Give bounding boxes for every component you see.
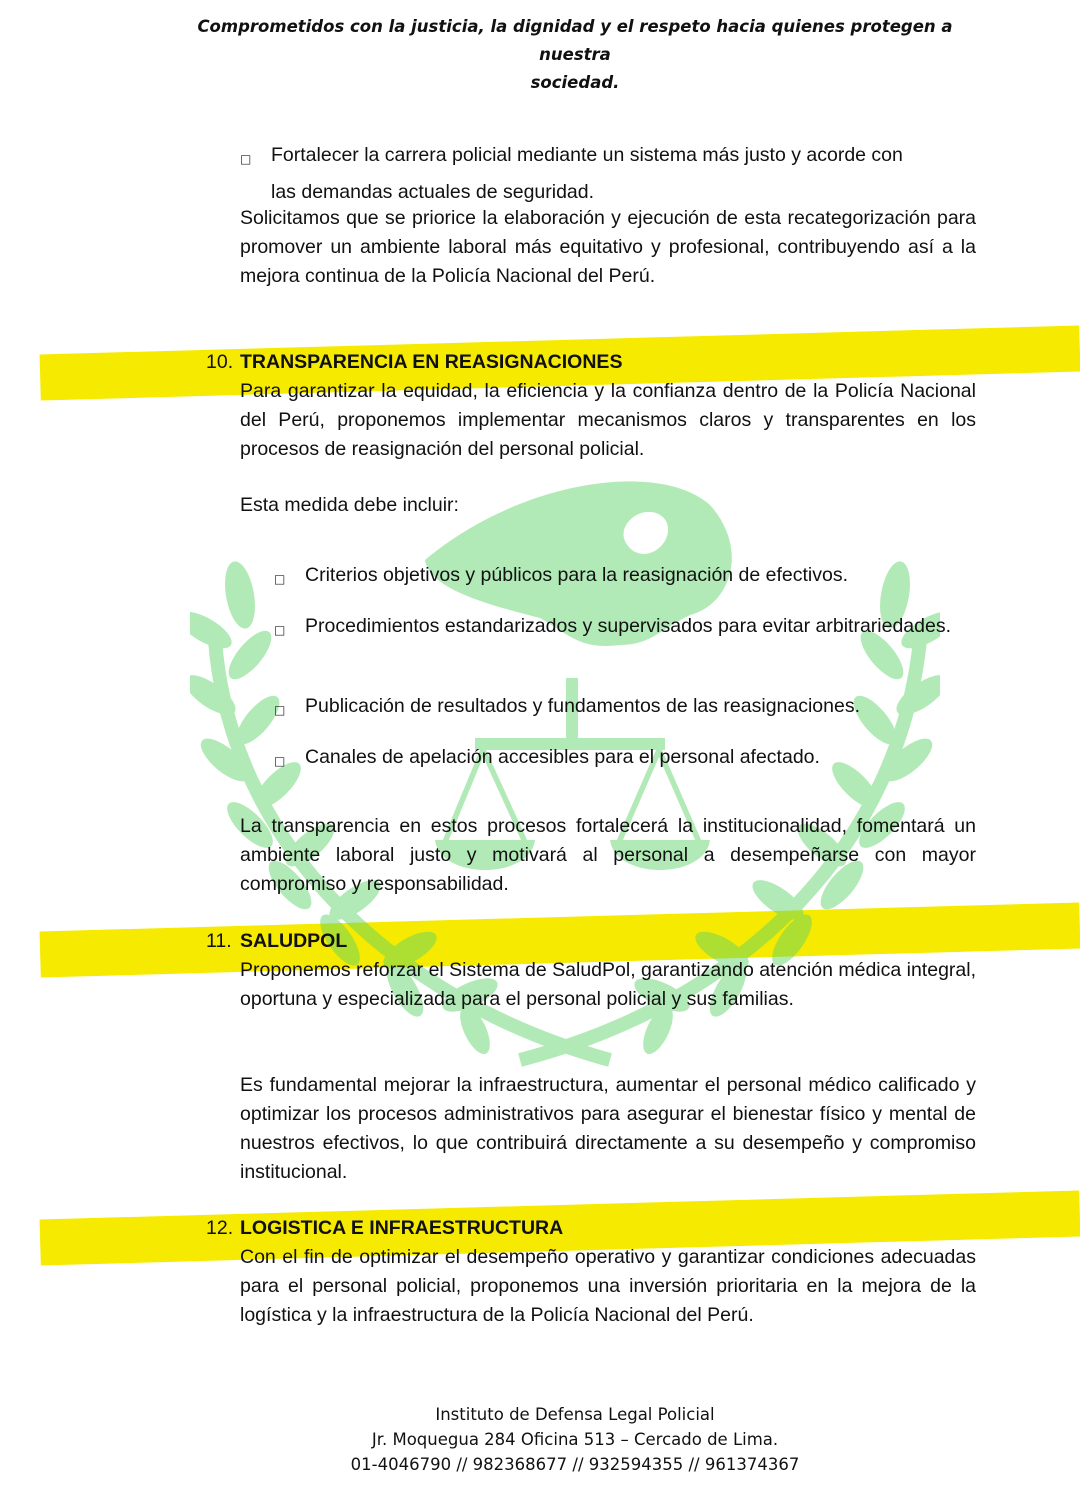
section-10-item-3-text: Publicación de resultados y fundamentos de las reasignaciones. [305,695,861,717]
section-12-title: LOGISTICA E INFRAESTRUCTURA [240,1217,564,1239]
section-10-paragraph2: La transparencia en estos procesos fortalecerá la institucionalidad, fomentará un ambiente laboral justo y motivará al personal a desempeñarse con mayor compromiso y responsabilidad. [240,815,976,895]
header-tagline-line2: sociedad. [530,73,620,92]
section-11-title: SALUDPOL [240,930,348,952]
bullet-icon: □ [274,703,286,717]
section-10-item-2-text: Procedimientos estandarizados y supervisados para evitar arbitrariedades. [305,615,952,637]
section-11-paragraph1: Proponemos reforzar el Sistema de SaludPol, garantizando atención médica integral, oportuna y especializada para el personal policial y sus familias. [240,959,977,1010]
bullet-icon: □ [274,754,286,768]
section-10-paragraph1: Para garantizar la equidad, la eficiencia y la confianza dentro de la Policía Nacional del Perú, proponemos implementar mecanismos claros y transparentes en los procesos de reasignación del personal policial. [240,380,976,460]
bullet-icon: □ [274,623,286,637]
section-10-number: 10. [206,351,234,373]
section-11-number: 11. [206,930,232,952]
section-12-paragraph1: Con el fin de optimizar el desempeño operativo y garantizar condiciones adecuadas para el personal policial, proponemos una inversión prioritaria en la mejora de la logística y la infraestructura de la Policía Nacional del Perú. [240,1246,976,1326]
footer-address: Jr. Moquegua 284 Oficina 513 – Cercado de Lima. [371,1430,779,1449]
section-10-title: TRANSPARENCIA EN REASIGNACIONES [240,351,623,373]
bullet-icon: □ [274,572,286,586]
header-tagline-line1: Comprometidos con la justicia, la dignidad y el respeto hacia quienes protegen a nuestra [197,17,953,64]
intro-bullet-line1: Fortalecer la carrera policial mediante un sistema más justo y acorde con [271,144,903,166]
bullet-icon: □ [240,152,252,166]
section-12-number: 12. [206,1217,234,1239]
intro-bullet [240,137,976,211]
section-10-item-1-text: Criterios objetivos y públicos para la reasignación de efectivos. [305,564,849,586]
intro-bullet-line2: las demandas actuales de seguridad. [271,181,595,203]
footer-institution: Instituto de Defensa Legal Policial [435,1405,715,1424]
page-footer [300,1402,850,1477]
section-11-paragraph2: Es fundamental mejorar la infraestructura, aumentar el personal médico calificado y optimizar los procesos administrativos para asegurar el bienestar físico y mental de nuestros efectivos, lo que contribuirá directamente a su desempeño y compromiso institucional. [240,1074,976,1183]
footer-phones: 01-4046790 // 982368677 // 932594355 // 961374367 [350,1455,800,1474]
intro-paragraph: Solicitamos que se priorice la elaboración y ejecución de esta recategorización para promover un ambiente laboral más equitativo y profesional, contribuyendo así a la mejora continua de la Policía Nacional del Perú. [240,207,976,287]
section-10-item-4-text: Canales de apelación accesibles para el personal afectado. [305,746,820,768]
section-10-lead: Esta medida debe incluir: [240,494,459,516]
